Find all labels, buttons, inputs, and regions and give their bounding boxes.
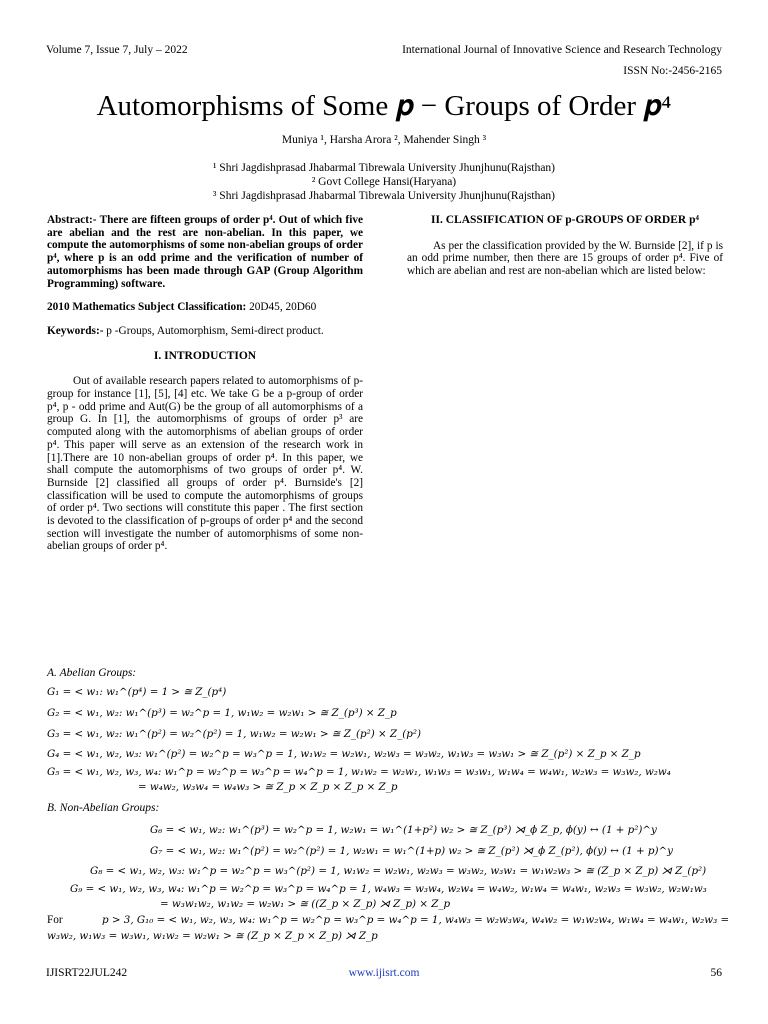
equation-g3: G₃ = < w₁, w₂: w₁^(p²) = w₂^(p²) = 1, w₁w₂ = w₂w₁ > ≅ Z_(p²) × Z_(p²) [47,728,421,740]
authors: Muniya ¹, Harsha Arora ², Mahender Singh ³ [281,134,487,146]
keywords-value: p -Groups, Automorphism, Semi-direct product. [103,324,324,337]
equation-g6: G₆ = < w₁, w₂: w₁^(p³) = w₂^p = 1, w₂w₁ = w₁^(1+p²) w₂ > ≅ Z_(p³) ⋊_ϕ Z_p, ϕ(y) ↔ (1 + p²)^y [150,824,657,836]
affiliation-3: ³ Shri Jagdishprasad Jhabarmal Tibrewala University Jhunjhunu(Rajsthan) [212,190,555,202]
journal-website-link[interactable]: www.ijisrt.com [348,967,420,979]
equation-g5-cont: = w₄w₂, w₃w₄ = w₄w₃ > ≅ Z_p × Z_p × Z_p × Z_p [138,781,398,793]
msc-value: 20D45, 20D60 [246,301,317,314]
page-number: 56 [710,967,722,979]
equation-g7: G₇ = < w₁, w₂: w₁^(p²) = w₂^(p²) = 1, w₂w₁ = w₁^(1+p) w₂ > ≅ Z_(p²) ⋊_ϕ Z_(p²), ϕ(y) ↔ (1 + p)^y [150,845,673,857]
equation-g2: G₂ = < w₁, w₂: w₁^(p³) = w₂^p = 1, w₁w₂ = w₂w₁ > ≅ Z_(p³) × Z_p [47,707,397,719]
equation-g10: p > 3, G₁₀ = < w₁, w₂, w₃, w₄: w₁^p = w₂^p = w₃^p = w₄^p = 1, w₄w₃ = w₂w₃w₄, w₄w₂ = w₁w₂w₄, w₁w₄ = w₄w₁, w₂w₃ = [102,914,730,926]
intro-heading: I. INTRODUCTION [153,349,257,362]
equation-g9-cont: = w₃w₁w₂, w₁w₂ = w₂w₁ > ≅ ((Z_p × Z_p) ⋊ Z_p) × Z_p [160,898,451,910]
abstract: Abstract:- There are fifteen groups of order p⁴. Out of which five are abelian and the rest are non-abelian. In this paper, we compute the automorphisms of some non-abelian groups of order p⁴, where p is an odd prime and the verification of number of automorphisms has been made through GAP (Group Algorithm Programming) software. [47,214,363,290]
for-label: For [47,914,63,926]
paper-id: IJISRT22JUL242 [46,967,128,979]
keywords-line [47,325,363,338]
issn: ISSN No:-2456-2165 [623,65,722,77]
left-column [47,214,363,553]
equation-g5: G₅ = < w₁, w₂, w₃, w₄: w₁^p = w₂^p = w₃^p = w₄^p = 1, w₁w₂ = w₂w₁, w₁w₃ = w₃w₁, w₁w₄ = w₄w₁, w₂w₃ = w₃w₂, w₂w₄ [47,766,671,778]
nonabelian-heading: B. Non-Abelian Groups: [47,802,160,814]
abelian-heading: A. Abelian Groups: [47,667,137,679]
affiliation-1: ¹ Shri Jagdishprasad Jhabarmal Tibrewala University Jhunjhunu(Rajsthan) [212,162,555,174]
journal-name: International Journal of Innovative Science and Research Technology [402,44,722,56]
right-column [407,214,723,278]
intro-text: Out of available research papers related to automorphisms of p-group for instance [1], [5], [4] etc. We take G be a p-group of order p⁴, p - odd prime and Aut(G) be the group of all automorphisms of a group G. In [1], the automorphisms of groups of order p³ are computed along with the automorphisms of abelian groups of order p⁴. This paper will serve as an extension of the research work in [1].There are 10 non-abelian groups of order p⁴. In this paper, we shall compute the automorphisms of two groups of order p⁴. W. Burnside [2] classified all groups of order p⁴. Burnside's [2] classification will be used to compute the automorphisms of groups of order p⁴. Two sections will constitute this paper . The first section is devoted to the classification of p-groups of order p⁴ and the second section will investigate the number of automorphisms of some non-abelian groups of order p⁴. [47,375,363,553]
equation-g9: G₉ = < w₁, w₂, w₃, w₄: w₁^p = w₂^p = w₃^p = w₄^p = 1, w₄w₃ = w₃w₄, w₂w₄ = w₄w₂, w₁w₄ = w₄w₁, w₂w₃ = w₃w₂, w₂w₁w₃ [70,883,707,895]
equation-g1: G₁ = < w₁: w₁^(p⁴) = 1 > ≅ Z_(p⁴) [47,686,227,698]
classification-text: As per the classification provided by the W. Burnside [2], if p is an odd prime number, then there are 15 groups of order p⁴. Five of which are abelian and rest are non-abelian which are listed below: [407,239,723,278]
equation-g4: G₄ = < w₁, w₂, w₃: w₁^(p²) = w₂^p = w₃^p = 1, w₁w₂ = w₂w₁, w₂w₃ = w₃w₂, w₁w₃ = w₃w₁ > ≅ Z_(p²) × Z_p × Z_p [47,748,641,760]
volume-issue: Volume 7, Issue 7, July – 2022 [46,44,188,56]
classification-heading: II. CLASSIFICATION OF p-GROUPS OF ORDER p⁴ [431,214,699,226]
affiliation-2: ² Govt College Hansi(Haryana) [311,176,457,188]
equation-g8: G₈ = < w₁, w₂, w₃: w₁^p = w₂^p = w₃^(p²) = 1, w₁w₂ = w₂w₁, w₂w₃ = w₃w₂, w₃w₁ = w₁w₂w₃ > ≅ (Z_p × Z_p) ⋊ Z_(p²) [90,865,707,877]
msc-label: 2010 Mathematics Subject Classification: [47,301,247,314]
paper-title: Automorphisms of Some 𝒑 − Groups of Order 𝒑⁴ [96,90,672,122]
equation-g10-cont: w₃w₂, w₁w₃ = w₃w₁, w₁w₂ = w₂w₁ > ≅ (Z_p × Z_p × Z_p) ⋊ Z_p [47,930,378,942]
msc-line [47,301,363,314]
keywords-label: Keywords:- [47,324,104,337]
